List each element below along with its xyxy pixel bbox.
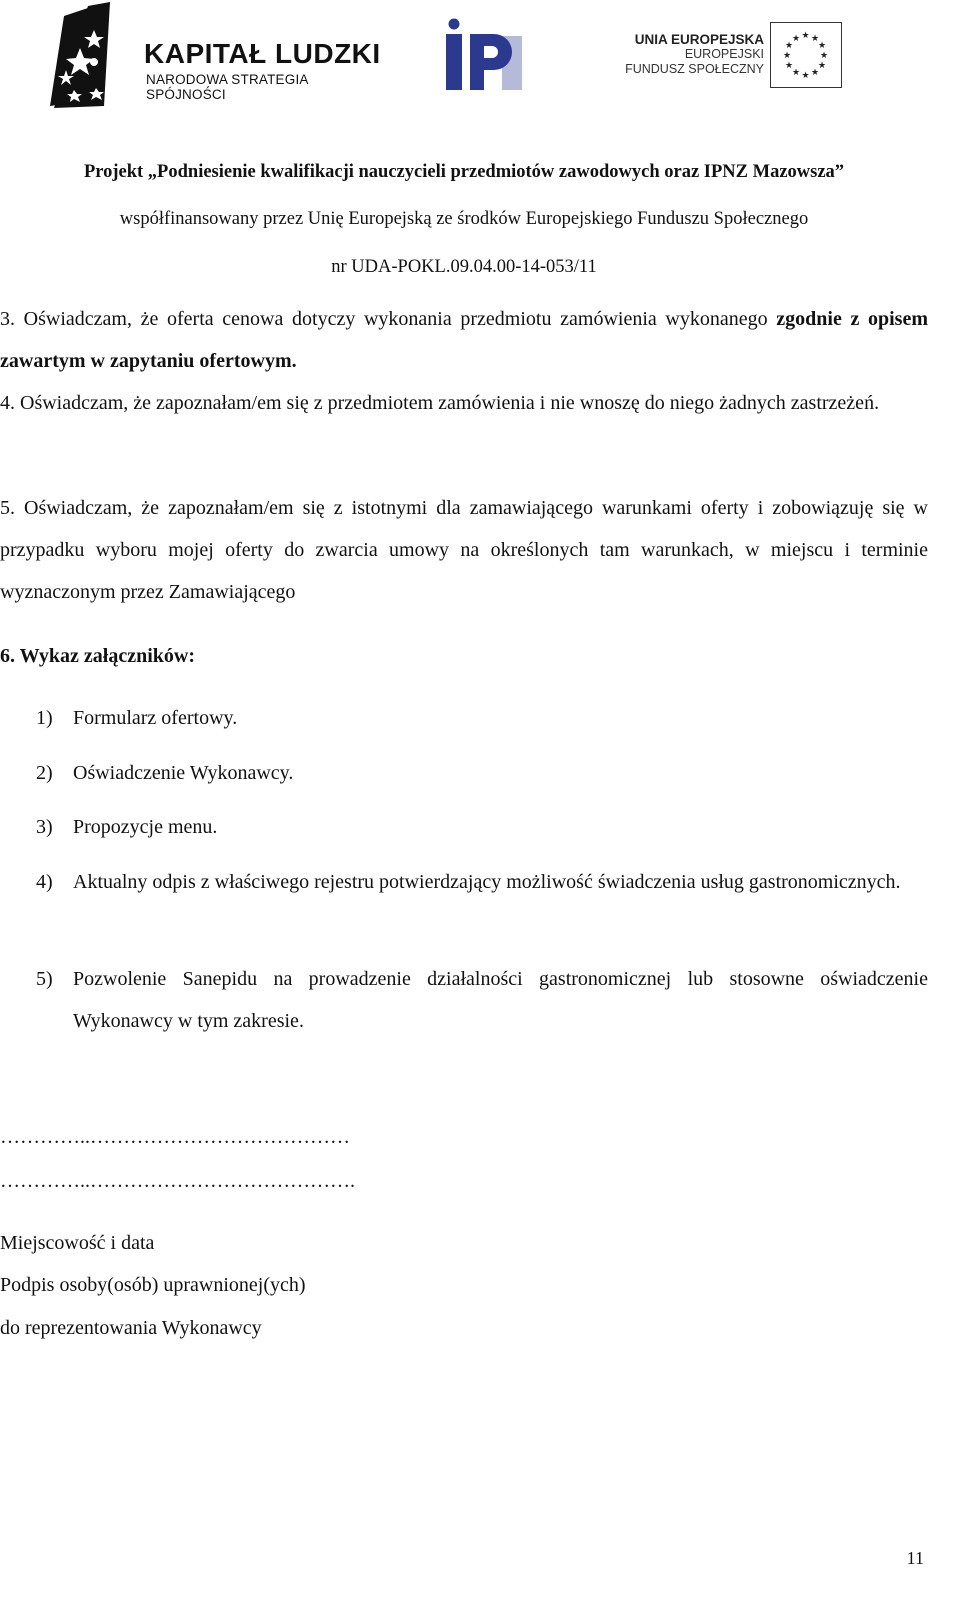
- eu-logo: [600, 18, 890, 98]
- svg-text:★: ★: [810, 68, 820, 78]
- page-number: 11: [906, 1548, 924, 1568]
- signature-label-line2: do reprezentowania Wykonawcy: [0, 1317, 262, 1339]
- attachment-number: 5): [36, 968, 53, 990]
- attachment-number: 3): [36, 816, 53, 838]
- attachment-text: Pozwolenie Sanepidu na prowadzenie działalności gastronomicznej lub stosowne oświadczenie Wykonawcy w tym zakresie.: [73, 968, 928, 1032]
- place-date-dotted-line: …………..…………………………………: [0, 1126, 350, 1148]
- eu-line1: UNIA EUROPEJSKA: [634, 32, 764, 47]
- statement-5: 5. Oświadczam, że zapoznałam/em się z istotnymi dla zamawiającego warunkami oferty i zobowiązuję się w przypadku wyboru mojej oferty do zwarcia umowy na określonych tam warunkach, w miejscu i terminie wyznaczonym przez Zamawiającego: [0, 497, 928, 603]
- svg-text:★: ★: [801, 31, 810, 41]
- attachment-item: [36, 958, 928, 1042]
- attachment-number: 2): [36, 762, 53, 784]
- project-cofinancing: współfinansowany przez Unię Europejską ze środków Europejskiego Funduszu Społecznego: [119, 209, 809, 229]
- kapital-ludzki-logo: [44, 2, 384, 112]
- project-title: Projekt „Podniesienie kwalifikacji nauczycieli przedmiotów zawodowych oraz IPNZ Mazowsza”: [83, 162, 845, 182]
- eu-line3: FUNDUSZ SPOŁECZNY: [625, 62, 764, 76]
- attachment-text: Aktualny odpis z właściwego rejestru potwierdzający możliwość świadczenia usług gastronomicznych.: [73, 871, 901, 893]
- svg-text:★: ★: [791, 34, 801, 44]
- statement-4: 4. Oświadczam, że zapoznałam/em się z przedmiotem zamówienia i nie wnoszę do niego żadnych zastrzeżeń.: [0, 392, 880, 414]
- statement-3-bold: zgodnie z opisem zawartym w zapytaniu ofertowym.: [0, 308, 929, 372]
- header-logos: [0, 0, 960, 120]
- svg-text:★: ★: [801, 71, 810, 81]
- signature-dotted-line: …………..………………………………….: [0, 1170, 355, 1192]
- eu-flag-icon: [770, 22, 842, 88]
- logo-subtitle: NARODOWA STRATEGIA SPÓJNOŚCI: [146, 72, 308, 102]
- eu-logo-text: [604, 32, 764, 77]
- project-number: nr UDA-POKL.09.04.00-14-053/11: [331, 257, 597, 277]
- attachment-text: Propozycje menu.: [73, 816, 218, 838]
- rp-logo: [444, 14, 524, 99]
- svg-text:★: ★: [791, 68, 801, 78]
- attachment-number: 1): [36, 707, 53, 729]
- logo-title: KAPITAŁ LUDZKI: [144, 38, 381, 69]
- eu-line2: EUROPEJSKI: [684, 47, 764, 61]
- attachment-text: Formularz ofertowy.: [73, 707, 238, 729]
- place-date-label: Miejscowość i data: [0, 1232, 155, 1254]
- svg-text:★: ★: [819, 51, 829, 61]
- svg-text:★: ★: [782, 51, 792, 61]
- svg-text:★: ★: [817, 41, 827, 51]
- attachments-heading: 6. Wykaz załączników:: [0, 645, 195, 667]
- svg-text:★: ★: [810, 34, 820, 44]
- attachment-number: 4): [36, 871, 53, 893]
- attachment-item: [36, 861, 928, 903]
- rp-emblem-icon: [444, 14, 524, 94]
- attachment-item: [36, 697, 928, 739]
- attachment-item: [36, 752, 928, 794]
- svg-text:★: ★: [784, 61, 794, 71]
- attachment-item: [36, 806, 928, 848]
- signature-label-line1: Podpis osoby(osób) uprawnionej(ych): [0, 1274, 306, 1296]
- statement-3-text: 3. Oświadczam, że oferta cenowa dotyczy wykonania przedmiotu zamówienia wykonanego: [0, 308, 777, 330]
- svg-text:★: ★: [817, 61, 827, 71]
- kapital-ludzki-emblem-icon: [44, 2, 140, 110]
- svg-text:★: ★: [784, 41, 794, 51]
- statement-3: [0, 298, 928, 382]
- attachment-text: Oświadczenie Wykonawcy.: [73, 762, 294, 784]
